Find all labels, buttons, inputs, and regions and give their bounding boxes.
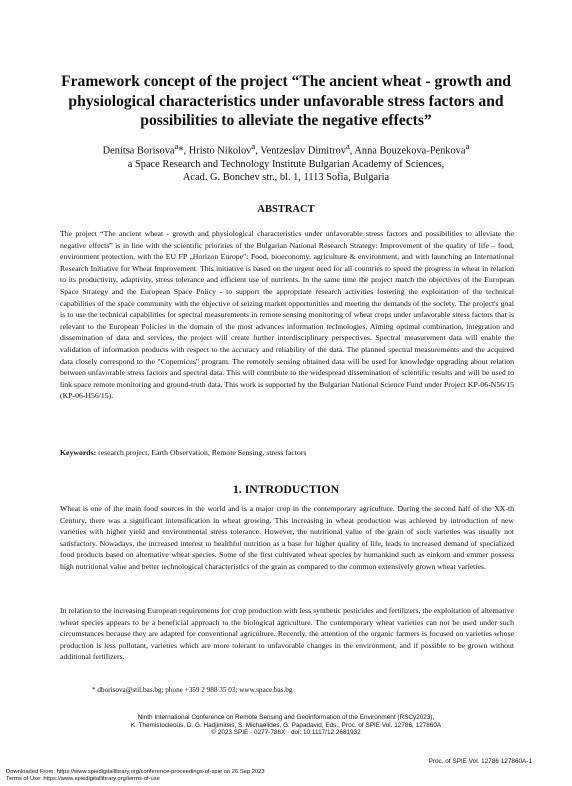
affiliation-line-1: a Space Research and Technology Institute Bulgarian Academy of Sciences, — [127, 158, 445, 170]
abstract-heading: ABSTRACT — [257, 204, 315, 215]
keywords-label: Keywords: — [60, 448, 97, 457]
keywords — [60, 447, 514, 459]
author-block — [40, 140, 532, 184]
section-heading-introduction: 1. INTRODUCTION — [232, 482, 340, 496]
page-footer-proc: Proc. of SPIE Vol. 12786 127860A-1 — [428, 758, 532, 765]
conference-line-1: Ninth International Conference on Remote Sensing and Geoinformation of the Environment (RSCy2023), — [137, 714, 435, 721]
affiliation-line-2: Acad. G. Bonchev str., bl. 1, 1113 Sofia, Bulgaria — [182, 171, 390, 183]
keywords-text: research project, Earth Observation, Remote Sensing, stress factors — [98, 448, 307, 457]
download-line-1: Downloaded From: https://www.spiedigitallibrary.org/conference-proceedings-of-spie on 26 Sep 2023 — [6, 769, 265, 775]
paper-title: Framework concept of the project “The ancient wheat - growth and physiological characteristics under unfavorable stress factors and possibilities to alleviate the negative effects” — [61, 73, 511, 129]
author-list: Denitsa Borisova$^a$*, Hristo Nikolov$^a$, Ventzeslav Dimitrov$^a$, Anna Bouzekova-Penkova$^a$ — [102, 141, 470, 157]
download-line-2: Terms of Use: https://www.spiedigitallibrary.org/terms-of-use — [6, 776, 160, 782]
intro-paragraph-1: Wheat is one of the main food sources in the world and is a major crop in the contemporary agriculture. During the second half of the XX-th Century, there was a significant intensification in wheat growing. This increasing in wheat production was achieved by introduction of new varieties with higher yield and environmental stress tolerance. However, the nutritional value of the grain of such varieties was usually not satisfactory. Nowadays, the increased interest to healthful nutrition as a base for higher quality of life, leads to increased demand of specialized food products based on alternative wheat species. Some of the first cultivated wheat species by humankind such as einkorn and emmer possess high nutritional value and better technological characteristics of the grain as compared to the common extensively grown wheat varieties. — [60, 504, 514, 571]
intro-paragraph-2: In relation to the increasing European requirements for crop production with less synthetic pesticides and fertilizers, the exploitation of alternative wheat species appears to be a beneficial approach to the biological agriculture. The contemporary wheat varieties can not be used under such circumstances because they are adapted for conventional agriculture. Recently, the attention of the organic farmers is focused on varieties whose production is less pollutant, varieties which are more tolerant to unfavorable changes in the environment, and if possible to be grown without additional fertilizers. — [60, 606, 514, 662]
conference-line-3: © 2023 SPIE · 0277-786X · doi: 10.1117/12.2681932 — [211, 729, 361, 737]
footnote: * dborisova@stil.bas.bg; phone +359 2 988 35 03; www.space.bas.bg — [92, 686, 293, 694]
abstract-text: The project “The ancient wheat - growth and physiological characteristics under unfavorable stress factors and possibilities to alleviate the negative effects” is in line with the scientific priorities of the Bulgarian National Research Strategy: Improvement of the quality of life – food, environment protection, with the EU FP „Horizon Europe": Food, bioeconomy, agriculture & environment, and with launching an International Research Initiative for Wheat Improvement. This initiative is based on the urgent need for all countries to speed the progress in wheat in relation to its productivity, adaptivity, stress tolerance and efficient use of nutrients. In the same time the project match the objectives of the European Space Strategy and the European Space Policy - to support the appropriate research activities fostering the exploitation of the technical capabilities of the space community with the objective of seizing market opportunities and meeting the demands of the society. The project's goal is to use the technical capabilities for spectral measurements in remote sensing monitoring of wheat crops under unfavorable stress factors that is relevant to the European Policies in the domain of the most advances information technologies. Aiming optimal combination, integration and dissemination of data and services, the project will create further interdisciplinary perspectives. Spectral measurement data will enable the validation of information products with respect to the accuracy and reliability of the data. The planned spectral measurements and the acquired data closely correspond to the "Copernicus" program. The remotely sensing obtained data will be used for knowledge upgrading about relation between unfavorable stress factors and spectral data. This will contribute to the widespread dissemination of scientific results and will be used to link space remote monitoring and ground-truth data. This work is supported by the Bulgarian National Science Fund under Project KP-06-N56/15 (KP-06-H56/15). — [60, 229, 514, 401]
conference-note — [40, 714, 532, 737]
conference-line-2: K. Themistocleous, D. G. Hadjimitsis, S. Michaelides, G. Papadavid, Eds., Proc. of SPIE Vol. 12786, 127860A — [130, 721, 442, 729]
download-notice — [6, 769, 265, 783]
